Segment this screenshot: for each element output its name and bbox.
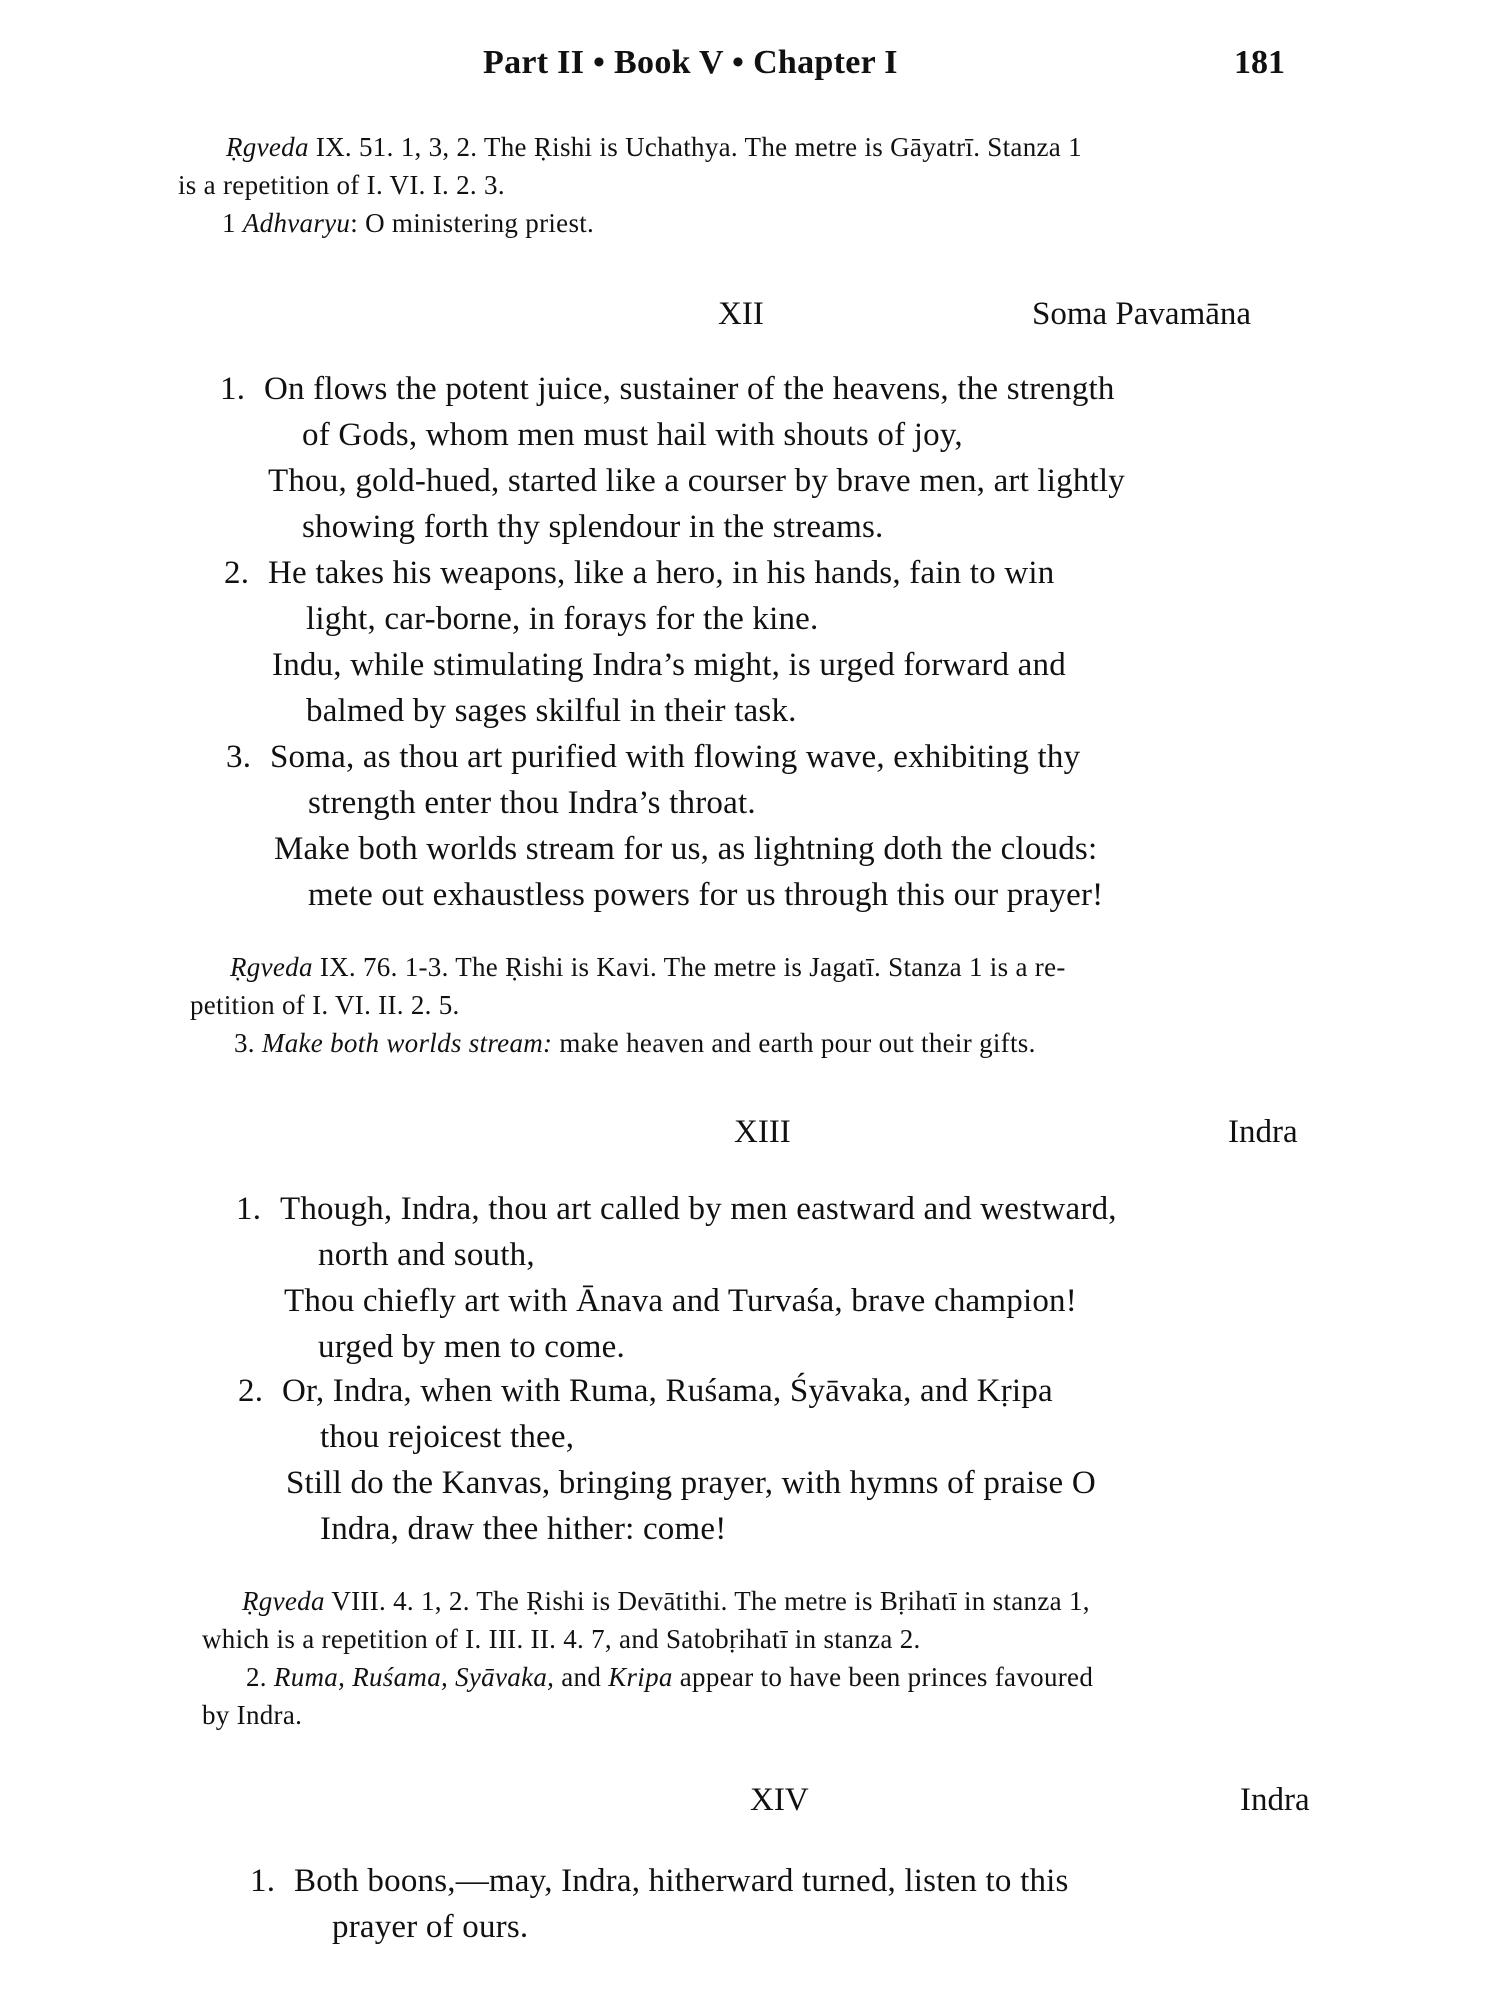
note-top-term: Adhvaryu: [242, 208, 351, 238]
note-xiii-line2: which is a repetition of I. III. II. 4. 7, and Satobṛihatī in stanza 2.: [202, 1624, 921, 1654]
stanza-xiv-1: 1. Both boons,—may, Indra, hitherward turned, listen to this prayer of ours.: [250, 1858, 1069, 1950]
note-xii-line3: 3. Make both worlds stream: make heaven and earth pour out their gifts.: [234, 1028, 1036, 1058]
section-deity: Indra: [1228, 1114, 1298, 1150]
stanza-number: 1.: [236, 1191, 262, 1227]
running-head: Part II • Book V • Chapter I: [483, 44, 898, 81]
note-xiii-source: Ṛgveda: [242, 1586, 325, 1616]
section-deity: Indra: [1240, 1782, 1310, 1818]
note-xiii-line1: Ṛgveda VIII. 4. 1, 2. The Ṛishi is Devātithi. The metre is Bṛihatī in stanza 1,: [242, 1586, 1090, 1616]
note-xiii-term2: Kripa: [608, 1662, 673, 1692]
stanza-number: 1.: [220, 371, 246, 407]
stanza-xii-1: 1. On flows the potent juice, sustainer of the heavens, the strength of Gods, whom men must hail with shouts of joy, Thou, gold-hued, started like a courser by brave men, art lightly showing forth thy splendour in the streams.: [220, 366, 1125, 550]
note-xiii-line4: by Indra.: [202, 1700, 303, 1730]
stanza-xiii-2: 2. Or, Indra, when with Ruma, Ruśama, Śyāvaka, and Kṛipa thou rejoicest thee, Still do the Kanvas, bringing prayer, with hymns of praise O Indra, draw thee hither: come!: [238, 1368, 1096, 1552]
stanza-xiii-1: 1. Though, Indra, thou art called by men eastward and westward, north and south, Thou chiefly art with Ānava and Turvaśa, brave champion! urged by men to come.: [236, 1186, 1117, 1370]
note-xiii-line3: 2. Ruma, Ruśama, Syāvaka, and Kripa appear to have been princes favoured: [246, 1662, 1094, 1692]
stanza-number: 2.: [238, 1373, 264, 1409]
section-number: XII: [718, 296, 764, 332]
note-xii: [190, 948, 1300, 1062]
page-number: 181: [1234, 44, 1285, 81]
section-number: XIII: [734, 1114, 791, 1150]
stanza-number: 1.: [250, 1863, 276, 1899]
stanza-xii-2: 2. He takes his weapons, like a hero, in his hands, fain to win light, car-borne, in forays for the kine. Indu, while stimulating Indra’s might, is urged forward and balmed by sages skilful in their task.: [224, 550, 1066, 734]
note-xiii-terms: Ruma, Ruśama, Syāvaka,: [273, 1662, 555, 1692]
note-xii-line1: Ṛgveda IX. 76. 1-3. The Ṛishi is Kavi. The metre is Jagatī. Stanza 1 is a re-: [230, 952, 1066, 982]
stanza-number: 3.: [226, 739, 252, 775]
note-xii-line2: petition of I. VI. II. 2. 5.: [190, 990, 460, 1020]
note-top-line3: 1 Adhvaryu: O ministering priest.: [222, 208, 595, 238]
stanza-number: 2.: [224, 555, 250, 591]
stanza-xii-3: 3. Soma, as thou art purified with flowing wave, exhibiting thy strength enter thou Indra’s throat. Make both worlds stream for us, as lightning doth the clouds: mete out exhaustless powers for us through this our prayer!: [226, 734, 1103, 918]
note-xiii: [202, 1582, 1322, 1734]
section-deity: Soma Pavamāna: [1032, 296, 1252, 332]
note-xii-source: Ṛgveda: [230, 952, 313, 982]
note-top-line1: Ṛgveda IX. 51. 1, 3, 2. The Ṛishi is Uchathya. The metre is Gāyatrī. Stanza 1: [226, 132, 1082, 162]
note-xii-term: Make both worlds stream:: [261, 1028, 553, 1058]
note-top: [178, 128, 1288, 242]
note-top-line2: is a repetition of I. VI. I. 2. 3.: [178, 170, 505, 200]
section-number: XIV: [750, 1782, 809, 1818]
note-top-source: Ṛgveda: [226, 132, 309, 162]
